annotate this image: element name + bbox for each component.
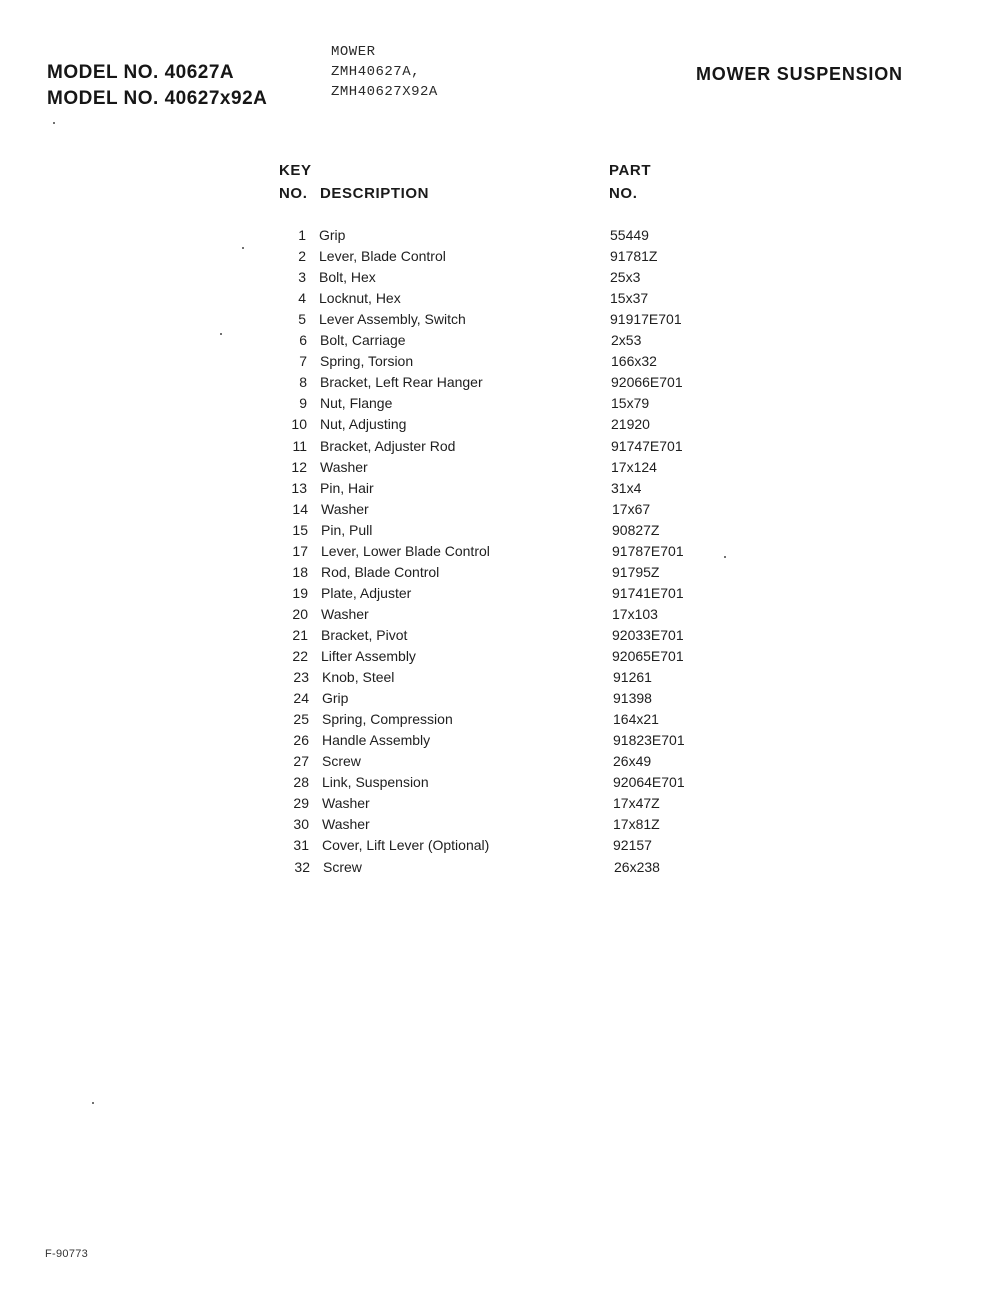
key-number: 24 xyxy=(293,690,309,706)
key-number: 23 xyxy=(293,669,309,685)
key-number: 1 xyxy=(298,227,306,243)
part-number: 92157 xyxy=(613,837,652,853)
key-number: 18 xyxy=(292,564,308,580)
parts-row xyxy=(0,311,1000,332)
part-description: Pin, Pull xyxy=(321,522,373,538)
part-description: Lever, Lower Blade Control xyxy=(321,543,490,559)
parts-row xyxy=(0,837,1000,858)
part-number: 15x37 xyxy=(610,290,649,306)
parts-row xyxy=(0,648,1000,669)
part-number: 55449 xyxy=(610,227,649,243)
part-description: Lever Assembly, Switch xyxy=(319,311,466,327)
parts-row xyxy=(0,248,1000,269)
key-number: 25 xyxy=(293,711,309,727)
key-number: 30 xyxy=(293,816,309,832)
part-number: 91398 xyxy=(613,690,652,706)
part-description: Grip xyxy=(319,227,346,243)
part-description: Grip xyxy=(322,690,349,706)
model-number-2: MODEL NO. 40627x92A xyxy=(47,88,268,109)
parts-row xyxy=(0,816,1000,837)
part-description: Bracket, Left Rear Hanger xyxy=(320,374,483,390)
part-description: Spring, Compression xyxy=(322,711,453,727)
part-number: 26x238 xyxy=(614,859,660,875)
parts-row xyxy=(0,690,1000,711)
key-number: 15 xyxy=(292,522,308,538)
parts-row xyxy=(0,395,1000,416)
key-number: 13 xyxy=(291,480,307,496)
part-description: Washer xyxy=(322,795,370,811)
key-number: 14 xyxy=(292,501,308,517)
parts-row xyxy=(0,543,1000,564)
part-description: Plate, Adjuster xyxy=(321,585,412,601)
part-description: Pin, Hair xyxy=(320,480,374,496)
scan-speck xyxy=(724,556,726,558)
typed-note-line-3: ZMH40627X92A xyxy=(331,84,438,100)
key-number: 7 xyxy=(299,353,307,369)
part-number: 17x124 xyxy=(611,459,657,475)
document-code: F-90773 xyxy=(45,1248,89,1260)
part-description: Screw xyxy=(322,753,361,769)
scan-speck xyxy=(220,333,222,335)
parts-row xyxy=(0,438,1000,459)
part-number: 92066E701 xyxy=(611,374,683,390)
key-number: 21 xyxy=(292,627,308,643)
part-description: Knob, Steel xyxy=(322,669,395,685)
part-header-line-1: PART xyxy=(609,162,652,179)
part-description: Lifter Assembly xyxy=(321,648,416,664)
parts-row xyxy=(0,290,1000,311)
part-description: Locknut, Hex xyxy=(319,290,401,306)
parts-row xyxy=(0,269,1000,290)
parts-row xyxy=(0,480,1000,501)
key-number: 19 xyxy=(292,585,308,601)
typed-note-line-2: ZMH40627A, xyxy=(331,64,421,80)
key-number: 4 xyxy=(298,290,306,306)
key-number: 29 xyxy=(293,795,309,811)
parts-row xyxy=(0,522,1000,543)
key-number: 17 xyxy=(292,543,308,559)
part-number: 91261 xyxy=(613,669,652,685)
key-number: 20 xyxy=(292,606,308,622)
key-number: 26 xyxy=(293,732,309,748)
parts-row xyxy=(0,416,1000,437)
part-number: 91747E701 xyxy=(611,438,683,454)
key-number: 5 xyxy=(298,311,306,327)
part-description: Link, Suspension xyxy=(322,774,429,790)
part-description: Bracket, Pivot xyxy=(321,627,408,643)
part-header-line-2: NO. xyxy=(609,185,638,202)
description-header: DESCRIPTION xyxy=(320,185,430,202)
part-number: 2x53 xyxy=(611,332,642,348)
part-number: 90827Z xyxy=(612,522,660,538)
key-number: 10 xyxy=(291,416,307,432)
parts-row xyxy=(0,606,1000,627)
key-number: 12 xyxy=(291,459,307,475)
part-number: 17x103 xyxy=(612,606,658,622)
part-number: 91787E701 xyxy=(612,543,684,559)
parts-row xyxy=(0,353,1000,374)
part-number: 164x21 xyxy=(613,711,659,727)
key-number: 2 xyxy=(298,248,306,264)
part-number: 91795Z xyxy=(612,564,660,580)
part-number: 17x81Z xyxy=(613,816,660,832)
key-number: 32 xyxy=(294,859,310,875)
parts-row xyxy=(0,795,1000,816)
part-description: Nut, Adjusting xyxy=(320,416,407,432)
part-description: Washer xyxy=(320,459,368,475)
parts-row xyxy=(0,227,1000,248)
part-number: 92065E701 xyxy=(612,648,684,664)
parts-row xyxy=(0,459,1000,480)
section-title: MOWER SUSPENSION xyxy=(696,64,903,84)
part-description: Lever, Blade Control xyxy=(319,248,446,264)
parts-row xyxy=(0,669,1000,690)
scan-speck xyxy=(53,122,55,124)
key-number: 8 xyxy=(299,374,307,390)
part-number: 15x79 xyxy=(611,395,650,411)
key-number: 3 xyxy=(298,269,306,285)
key-number: 22 xyxy=(292,648,308,664)
part-number: 17x67 xyxy=(612,501,651,517)
parts-row xyxy=(0,753,1000,774)
part-description: Bolt, Hex xyxy=(319,269,376,285)
key-header-line-1: KEY xyxy=(279,162,312,179)
part-description: Screw xyxy=(323,859,362,875)
part-description: Washer xyxy=(322,816,370,832)
part-number: 26x49 xyxy=(613,753,652,769)
key-number: 31 xyxy=(293,837,309,853)
part-description: Washer xyxy=(321,501,369,517)
part-number: 21920 xyxy=(611,416,650,432)
parts-row xyxy=(0,501,1000,522)
parts-row xyxy=(0,774,1000,795)
parts-row xyxy=(0,732,1000,753)
parts-row xyxy=(0,627,1000,648)
part-description: Handle Assembly xyxy=(322,732,431,748)
part-number: 91823E701 xyxy=(613,732,685,748)
parts-row xyxy=(0,859,1000,880)
key-number: 11 xyxy=(292,438,307,454)
part-number: 91917E701 xyxy=(610,311,682,327)
key-number: 27 xyxy=(293,753,309,769)
part-number: 92033E701 xyxy=(612,627,684,643)
scan-speck xyxy=(92,1102,94,1104)
part-description: Bolt, Carriage xyxy=(320,332,406,348)
key-header-line-2: NO. xyxy=(279,185,308,202)
model-number-1: MODEL NO. 40627A xyxy=(47,62,235,83)
key-number: 9 xyxy=(299,395,307,411)
typed-note-line-1: MOWER xyxy=(331,44,376,60)
parts-row xyxy=(0,564,1000,585)
parts-row xyxy=(0,711,1000,732)
part-number: 25x3 xyxy=(610,269,641,285)
part-number: 31x4 xyxy=(611,480,642,496)
part-description: Nut, Flange xyxy=(320,395,393,411)
part-number: 166x32 xyxy=(611,353,657,369)
part-description: Bracket, Adjuster Rod xyxy=(320,438,456,454)
part-number: 92064E701 xyxy=(613,774,685,790)
part-description: Rod, Blade Control xyxy=(321,564,440,580)
parts-row xyxy=(0,332,1000,353)
key-number: 6 xyxy=(299,332,307,348)
part-description: Cover, Lift Lever (Optional) xyxy=(322,837,490,853)
part-number: 91741E701 xyxy=(612,585,684,601)
key-number: 28 xyxy=(293,774,309,790)
scan-speck xyxy=(242,247,244,249)
part-description: Spring, Torsion xyxy=(320,353,414,369)
part-number: 17x47Z xyxy=(613,795,660,811)
part-number: 91781Z xyxy=(610,248,658,264)
part-description: Washer xyxy=(321,606,369,622)
parts-row xyxy=(0,374,1000,395)
parts-row xyxy=(0,585,1000,606)
